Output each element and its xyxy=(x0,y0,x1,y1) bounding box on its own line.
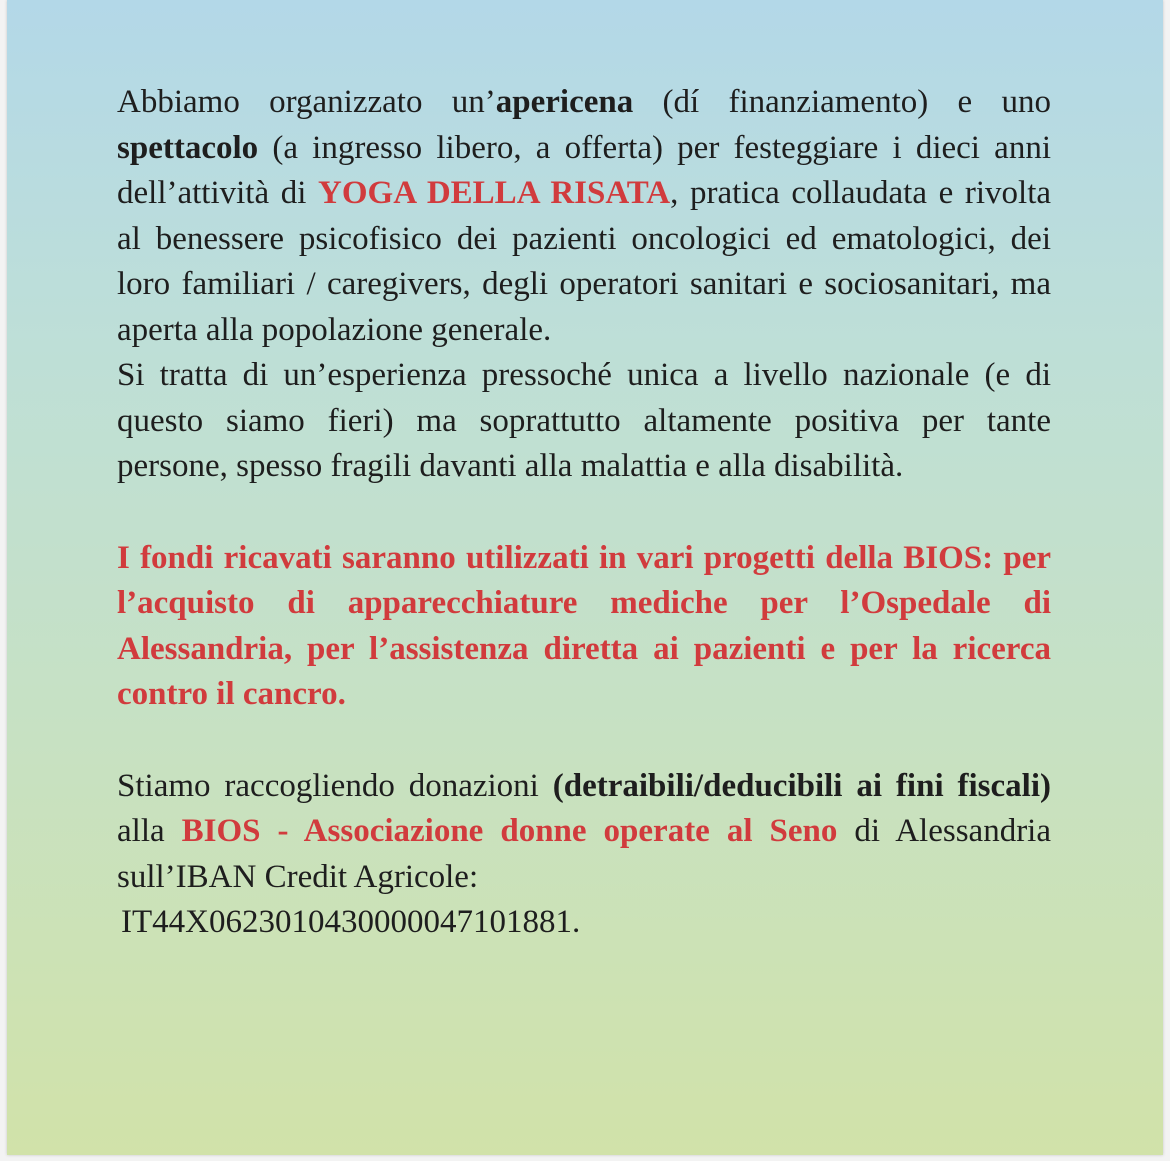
spacer xyxy=(117,718,1051,764)
experience-paragraph: Si tratta di un’esperienza pressoché unica a livello nazionale (e di questo siamo fieri) ma soprattutto altamente positiva per tante persone, spesso fragili davanti alla malattia e alla disabilità. xyxy=(117,357,1051,484)
funds-paragraph: I fondi ricavati saranno utilizzati in vari progetti della BIOS: per l’acquisto di apparecchiature mediche per l’Ospedale di Alessandria, per l’assistenza diretta ai pazienti e per la ricerca contro il cancro. xyxy=(117,539,1051,712)
spacer xyxy=(117,490,1051,536)
spettacolo-term: spettacolo xyxy=(117,129,259,166)
apericena-term: apericena xyxy=(495,84,634,120)
bios-association-name: BIOS - Associazione donne operate al Seno xyxy=(181,813,838,849)
donation-paragraph: Stiamo raccogliendo donazioni (detraibili/deducibili ai fini fiscali) alla BIOS - Associazione donne operate al Seno di Alessandria sull’IBAN Credit Agricole: xyxy=(117,767,1051,895)
intro-paragraph: Abbiamo organizzato un’apericena (dí finanziamento) e uno spettacolo (a ingresso libero, a offerta) per festeggiare i dieci anni dell’attività di YOGA DELLA RISATA, pratica collaudata e rivolta al benessere psicofisico dei pazienti oncologici ed ematologici, dei loro familiari / caregivers, degli operatori sanitari e sociosanitari, ma aperta alla popolazione generale. xyxy=(117,84,1052,348)
tax-deductible-note: (detraibili/deducibili ai fini fiscali) xyxy=(552,767,1051,804)
iban-code: IT44X0623010430000047101881. xyxy=(121,904,581,940)
yoga-della-risata-highlight: YOGA DELLA RISATA xyxy=(318,175,671,211)
flyer-text xyxy=(117,80,1051,946)
